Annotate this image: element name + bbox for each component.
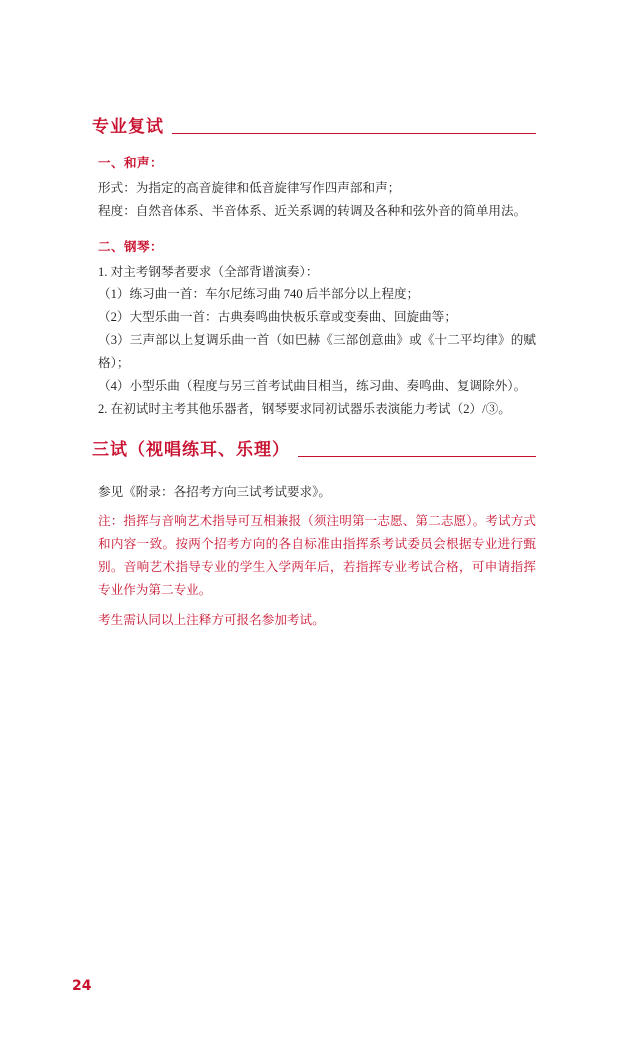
paragraph-hesheng-chengdu: 程度：自然音体系、半音体系、近关系调的转调及各种和弦外音的简单用法。 bbox=[98, 203, 527, 218]
paragraph-sanshi-note: 注：指挥与音响艺术指导可互相兼报（须注明第一志愿、第二志愿）。考试方式和内容一致。按两个招考方向的各自标准由指挥系考试委员会根据专业进行甄别。音响艺术指导专业的学生入学两年后，若指挥专业考试合格，可申请指挥专业作为第二专业。 bbox=[98, 514, 536, 598]
paragraph-gangqin-1: 1. 对主考钢琴者要求（全部背谱演奏）： bbox=[98, 264, 319, 279]
section-spacer bbox=[92, 421, 536, 441]
paragraph-gangqin-item-2: （2）大型乐曲一首：古典奏鸣曲快板乐章或变奏曲、回旋曲等； bbox=[98, 310, 457, 325]
heading-rule bbox=[172, 133, 536, 134]
paragraph-sanshi-reference: 参见《附录：各招考方向三试考试要求》。 bbox=[98, 484, 331, 499]
paragraph-gangqin-item-3: （3）三声部以上复调乐曲一首（如巴赫《三部创意曲》或《十二平均律》的赋格）； bbox=[98, 333, 536, 371]
section-heading-sanshi bbox=[92, 441, 536, 462]
document-content bbox=[92, 118, 536, 632]
paragraph-gangqin-item-1: （1）练习曲一首：车尔尼练习曲 740 后半部分以上程度； bbox=[98, 287, 420, 302]
paragraph-spacer bbox=[92, 474, 536, 481]
paragraph-spacer bbox=[92, 503, 536, 510]
page-number: 24 bbox=[72, 978, 92, 994]
paragraph-sanshi-confirm: 考生需认同以上注释方可报名参加考试。 bbox=[98, 613, 325, 628]
subheading-gangqin: 二、钢琴： bbox=[98, 238, 164, 254]
section-title: 专业复试 bbox=[92, 117, 164, 137]
paragraph-spacer bbox=[92, 602, 536, 609]
subheading-hesheng: 一、和声： bbox=[98, 154, 164, 170]
section-title: 三试（视唱练耳、乐理） bbox=[92, 439, 290, 460]
section-heading-zhuanye-fushi bbox=[92, 118, 536, 139]
paragraph-hesheng-xingshi: 形式：为指定的高音旋律和低音旋律写作四声部和声； bbox=[98, 180, 401, 195]
paragraph-gangqin-item-4: （4）小型乐曲（程度与另三首考试曲目相当，练习曲、奏鸣曲、复调除外）。 bbox=[98, 379, 527, 394]
heading-rule bbox=[298, 456, 536, 457]
paragraph-gangqin-2: 2. 在初试时主考其他乐器者，钢琴要求同初试器乐表演能力考试（2）/③。 bbox=[98, 401, 511, 416]
